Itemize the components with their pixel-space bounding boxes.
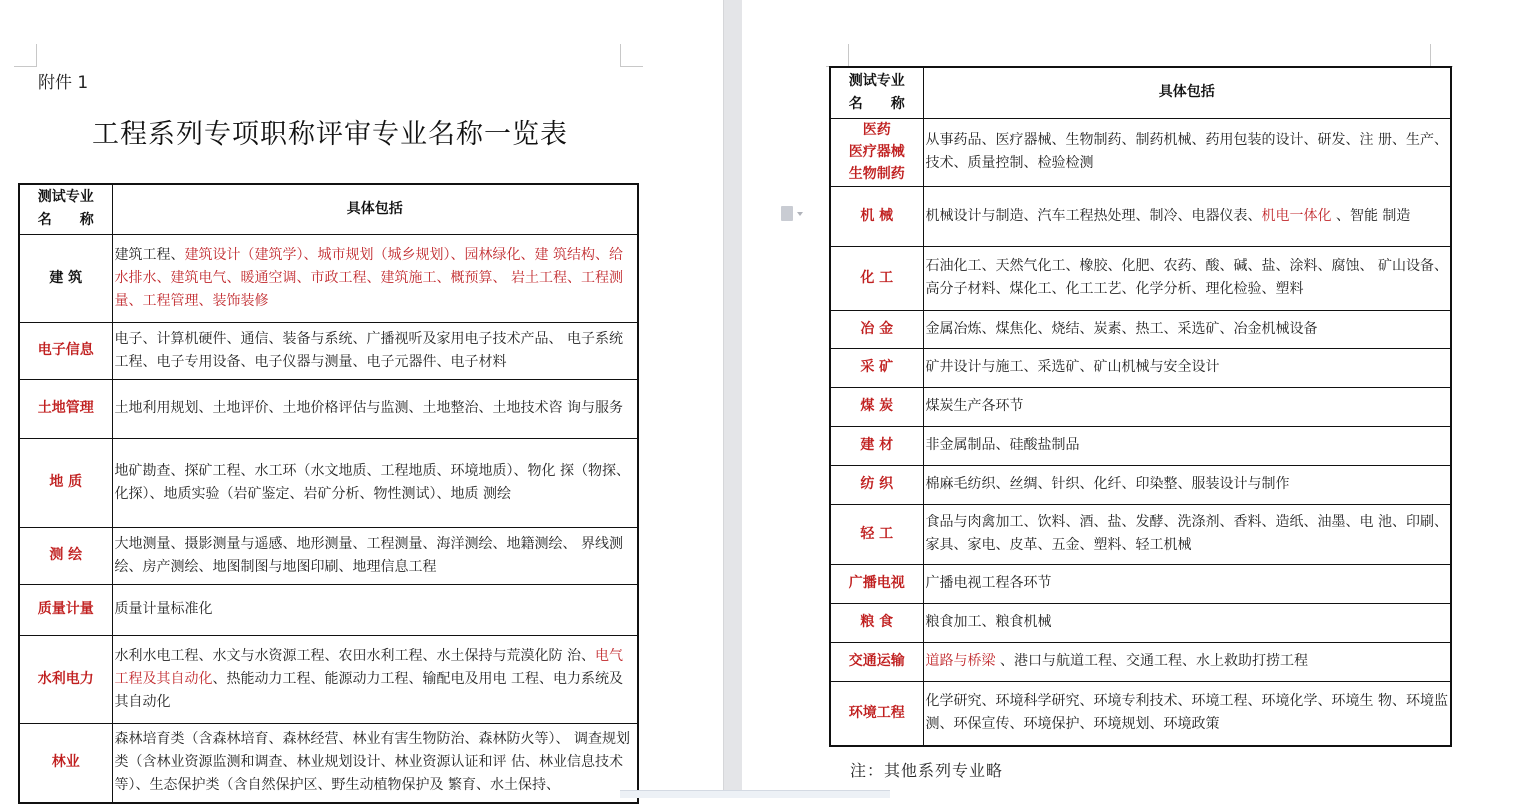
specialty-name	[830, 564, 923, 603]
specialty-name-line: 生物制药	[848, 166, 905, 182]
specialty-contents	[923, 310, 1451, 348]
specialty-name	[19, 527, 112, 584]
contents-segment: 棉麻毛纺织、丝绸、针织、化纤、印染整、服装设计与制作	[925, 476, 1290, 492]
specialty-name-line: 采 矿	[860, 359, 894, 375]
table-row	[830, 681, 1451, 746]
contents-segment: 道路与桥梁	[925, 653, 996, 669]
contents-segment: 矿井设计与施工、采选矿、矿山机械与安全设计	[925, 359, 1220, 375]
specialty-name-line: 土地管理	[37, 400, 94, 416]
table-row	[19, 379, 638, 438]
document-title: 工程系列专项职称评审专业名称一览表	[92, 119, 568, 150]
table-row	[830, 426, 1451, 465]
header-name-line: 名 称	[848, 95, 905, 112]
contents-segment: 地矿勘查、探矿工程、水工环（水文地质、工程地质、环境地质）、物化 探（物探、化探）、地质实验（岩矿鉴定、岩矿分析、物性测试）、地质 测绘	[114, 462, 630, 502]
specialty-name-line: 化 工	[860, 269, 894, 286]
specialty-name	[830, 426, 923, 465]
specialty-name	[830, 681, 923, 746]
specialty-contents	[923, 246, 1451, 310]
footnote: 注：其他系列专业略	[850, 761, 1004, 780]
specialty-name-line: 医药	[862, 122, 891, 138]
table-row	[830, 504, 1451, 564]
specialty-contents	[923, 681, 1451, 746]
header-name-line: 测试专业	[37, 189, 94, 206]
specialty-contents	[112, 527, 638, 584]
table-row	[830, 246, 1451, 310]
table-row	[830, 186, 1451, 246]
contents-segment: 食品与肉禽加工、饮料、酒、盐、发酵、洗涤剂、香料、造纸、油墨、电 池、印刷、家具、家电、皮革、五金、塑料、轻工机械	[925, 514, 1448, 553]
table-row	[19, 527, 638, 584]
contents-segment: 化学研究、环境科学研究、环境专利技术、环境工程、环境化学、环境生 物、环境监测、环保宣传、环境保护、环境规划、环境政策	[925, 693, 1448, 733]
specialty-contents	[112, 635, 638, 723]
specialty-name-line: 粮 食	[860, 614, 894, 630]
specialty-name-line: 林业	[51, 754, 80, 771]
specialty-name	[830, 387, 923, 426]
specialty-name-line: 电子信息	[37, 342, 94, 358]
contents-segment: 建筑设计（建筑学）、城市规划（城乡规划）、园林绿化、建 筑结构、给水排水、建筑电气、暖通空调、市政工程、建筑施工、概预算、 岩土工程、工程测量、工程管理、装饰装修	[114, 246, 623, 309]
header-name-line: 名 称	[37, 212, 94, 229]
specialty-contents	[923, 348, 1451, 387]
specialty-name	[19, 438, 112, 527]
table-row	[830, 642, 1451, 681]
contents-segment: 非金属制品、硅酸盐制品	[925, 437, 1080, 453]
table-row	[830, 387, 1451, 426]
specialty-contents	[923, 186, 1451, 246]
table-row	[830, 465, 1451, 504]
attachment-label: 附件 1	[38, 73, 89, 93]
contents-segment: 电气工程及其自动化	[114, 647, 623, 687]
specialty-name	[19, 635, 112, 723]
contents-segment: 机电一体化	[1261, 207, 1332, 224]
specialty-name-line: 广播电视	[848, 575, 905, 591]
header-specialty-name	[19, 184, 112, 234]
table-row	[830, 310, 1451, 348]
specialty-name	[830, 186, 923, 246]
specialty-name-line: 环境工程	[848, 704, 905, 721]
contents-segment: 水利水电工程、水文与水资源工程、农田水利工程、水土保持与荒漠化防 治、	[114, 647, 595, 664]
specialty-contents	[923, 387, 1451, 426]
contents-segment: 大地测量、摄影测量与遥感、地形测量、工程测量、海洋测绘、地籍测绘、 界线测绘、房产测绘、地图制图与地图印刷、地理信息工程	[114, 535, 623, 575]
specialty-name-line: 测 绘	[49, 547, 83, 563]
contents-segment: 粮食加工、粮食机械	[925, 614, 1052, 630]
margin-corner-mark	[826, 44, 849, 67]
contents-segment: 从事药品、医疗器械、生物制药、制药机械、药用包装的设计、研发、注 册、生产、技术、质量控制、检验检测	[925, 132, 1448, 171]
header-name-line: 测试专业	[848, 72, 905, 89]
specialty-contents	[112, 322, 638, 379]
contents-segment: 石油化工、天然气化工、橡胶、化肥、农药、酸、碱、盐、涂料、腐蚀、 矿山设备、高分子材料、煤化工、化工工艺、化学分析、理化检验、塑料	[925, 258, 1448, 297]
specialty-table-right	[829, 66, 1452, 747]
specialty-name	[830, 465, 923, 504]
specialty-name-line: 水利电力	[37, 670, 94, 687]
table-row	[19, 322, 638, 379]
specialty-name	[830, 504, 923, 564]
table-row	[19, 234, 638, 322]
table-row	[19, 438, 638, 527]
contents-segment: 广播电视工程各环节	[925, 575, 1052, 591]
specialty-contents	[112, 438, 638, 527]
specialty-name	[19, 322, 112, 379]
table-row	[830, 118, 1451, 186]
specialty-name-line: 地 质	[49, 474, 83, 490]
specialty-name	[830, 642, 923, 681]
specialty-name-line: 医疗器械	[848, 144, 905, 160]
contents-segment: 金属冶炼、煤焦化、烧结、炭素、热工、采选矿、冶金机械设备	[925, 320, 1318, 337]
contents-segment: 、智能 制造	[1331, 207, 1411, 224]
specialty-name	[830, 310, 923, 348]
specialty-name-line: 建 材	[860, 437, 894, 453]
header-specialty-name	[830, 67, 923, 118]
specialty-contents	[112, 584, 638, 635]
specialty-name-line: 纺 织	[860, 476, 894, 492]
contents-segment: 电子、计算机硬件、通信、装备与系统、广播视听及家用电子技术产品、 电子系统工程、电子专用设备、电子仪器与测量、电子元器件、电子材料	[114, 330, 623, 370]
specialty-contents	[923, 504, 1451, 564]
specialty-name-line: 质量计量	[37, 601, 94, 617]
margin-corner-mark	[1430, 44, 1453, 67]
specialty-name	[19, 584, 112, 635]
contents-segment: 煤炭生产各环节	[925, 398, 1024, 414]
specialty-contents	[112, 379, 638, 438]
specialty-contents	[112, 723, 638, 803]
specialty-name	[19, 379, 112, 438]
specialty-name-line: 煤 炭	[860, 398, 894, 414]
header-contents: 具体包括	[112, 184, 638, 234]
specialty-contents	[923, 426, 1451, 465]
contents-segment: 森林培育类（含森林培育、森林经营、林业有害生物防治、森林防火等）、 调查规划类（含林业资源监测和调查、林业规划设计、林业资源认证和评 估、林业信息技术等）、生态保护类（含自然保护区、野生动植物保护及 繁育、水土保持、	[114, 731, 630, 794]
table-row	[19, 635, 638, 723]
document-icon[interactable]	[781, 206, 793, 221]
specialty-contents	[923, 603, 1451, 642]
specialty-name-line: 机 械	[860, 207, 894, 224]
specialty-contents	[923, 118, 1451, 186]
specialty-contents	[923, 642, 1451, 681]
header-contents: 具体包括	[923, 67, 1451, 118]
contents-segment: 建筑工程、	[114, 246, 185, 263]
specialty-name	[830, 603, 923, 642]
specialty-name-line: 轻 工	[860, 525, 894, 542]
specialty-contents	[923, 465, 1451, 504]
specialty-name	[19, 723, 112, 803]
table-row	[19, 723, 638, 803]
contents-segment: 机械设计与制造、汽车工程热处理、制冷、电器仪表、	[925, 207, 1262, 224]
contents-segment: 土地利用规划、土地评价、土地价格评估与监测、土地整治、土地技术咨 询与服务	[114, 400, 623, 416]
table-row	[830, 564, 1451, 603]
specialty-contents	[112, 234, 638, 322]
specialty-name	[830, 348, 923, 387]
specialty-name-line: 冶 金	[860, 320, 894, 337]
page-gutter	[723, 0, 743, 797]
specialty-name	[19, 234, 112, 322]
table-row	[830, 603, 1451, 642]
specialty-name	[830, 118, 923, 186]
contents-segment: 质量计量标准化	[114, 601, 213, 617]
table-row	[830, 348, 1451, 387]
margin-corner-mark	[620, 44, 643, 67]
contents-segment: 、热能动力工程、能源动力工程、输配电及用电 工程、电力系统及其自动化	[114, 670, 623, 710]
specialty-name	[830, 246, 923, 310]
table-row	[19, 584, 638, 635]
specialty-name-line: 交通运输	[848, 653, 905, 669]
specialty-table-left	[18, 183, 639, 804]
specialty-name-line: 建 筑	[49, 269, 83, 286]
specialty-contents	[923, 564, 1451, 603]
margin-corner-mark	[14, 44, 37, 67]
contents-segment: 、港口与航道工程、交通工程、水上救助打捞工程	[995, 653, 1308, 669]
